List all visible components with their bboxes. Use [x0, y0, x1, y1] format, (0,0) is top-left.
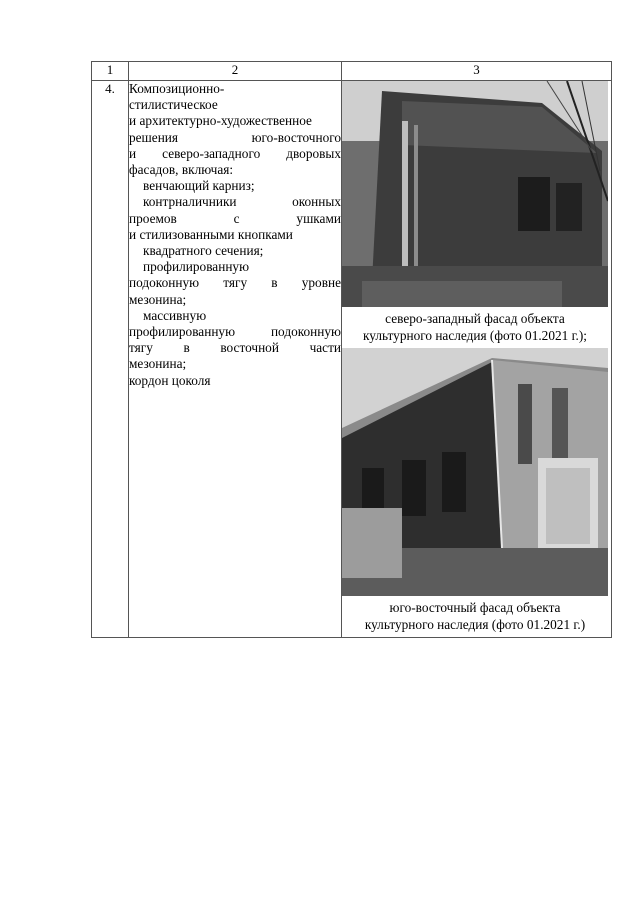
desc-line: профилированную подоконную — [129, 324, 341, 340]
desc-line: тягу в восточной части — [129, 340, 341, 356]
header-col-3: 3 — [342, 62, 612, 81]
desc-line: стилистическое — [129, 97, 218, 113]
northwest-facade-caption — [342, 307, 608, 348]
desc-line: мезонина; — [129, 356, 187, 372]
desc-line: профилированную — [143, 259, 250, 275]
desc-line: фасадов, включая: — [129, 162, 234, 178]
photo-column — [342, 81, 612, 638]
desc-line: и стилизованными кнопками — [129, 226, 293, 242]
desc-line: Композиционно- — [129, 81, 225, 96]
desc-line: контрналичники оконных — [143, 194, 341, 210]
desc-line: квадратного сечения; — [143, 243, 264, 259]
caption-line: северо-западный фасад объекта — [385, 311, 565, 326]
header-col-1: 1 — [92, 62, 129, 81]
desc-line: кордон цоколя — [129, 372, 211, 388]
desc-line: массивную — [143, 307, 207, 323]
desc-line: мезонина; — [129, 291, 187, 307]
northwest-facade-photo — [342, 81, 608, 348]
caption-line: культурного наследия (фото 01.2021 г.); — [363, 328, 587, 343]
table-row — [92, 81, 612, 638]
subject-description — [129, 81, 342, 638]
southeast-facade-caption — [342, 596, 608, 637]
desc-line: и архитектурно-художественное — [129, 113, 312, 129]
row-number: 4. — [92, 81, 129, 638]
desc-line: проемов с ушками — [129, 210, 341, 226]
desc-line: решения юго-восточного — [129, 129, 341, 145]
desc-line: подоконную тягу в уровне — [129, 275, 341, 291]
desc-line: и северо-западного дворовых — [129, 145, 341, 161]
desc-line: венчающий карниз; — [143, 178, 255, 194]
caption-line: юго-восточный фасад объекта — [389, 600, 561, 615]
heritage-table — [91, 61, 612, 638]
southeast-facade-photo — [342, 348, 608, 637]
table-header-row — [92, 62, 612, 81]
caption-line: культурного наследия (фото 01.2021 г.) — [364, 617, 586, 632]
header-col-2: 2 — [129, 62, 342, 81]
